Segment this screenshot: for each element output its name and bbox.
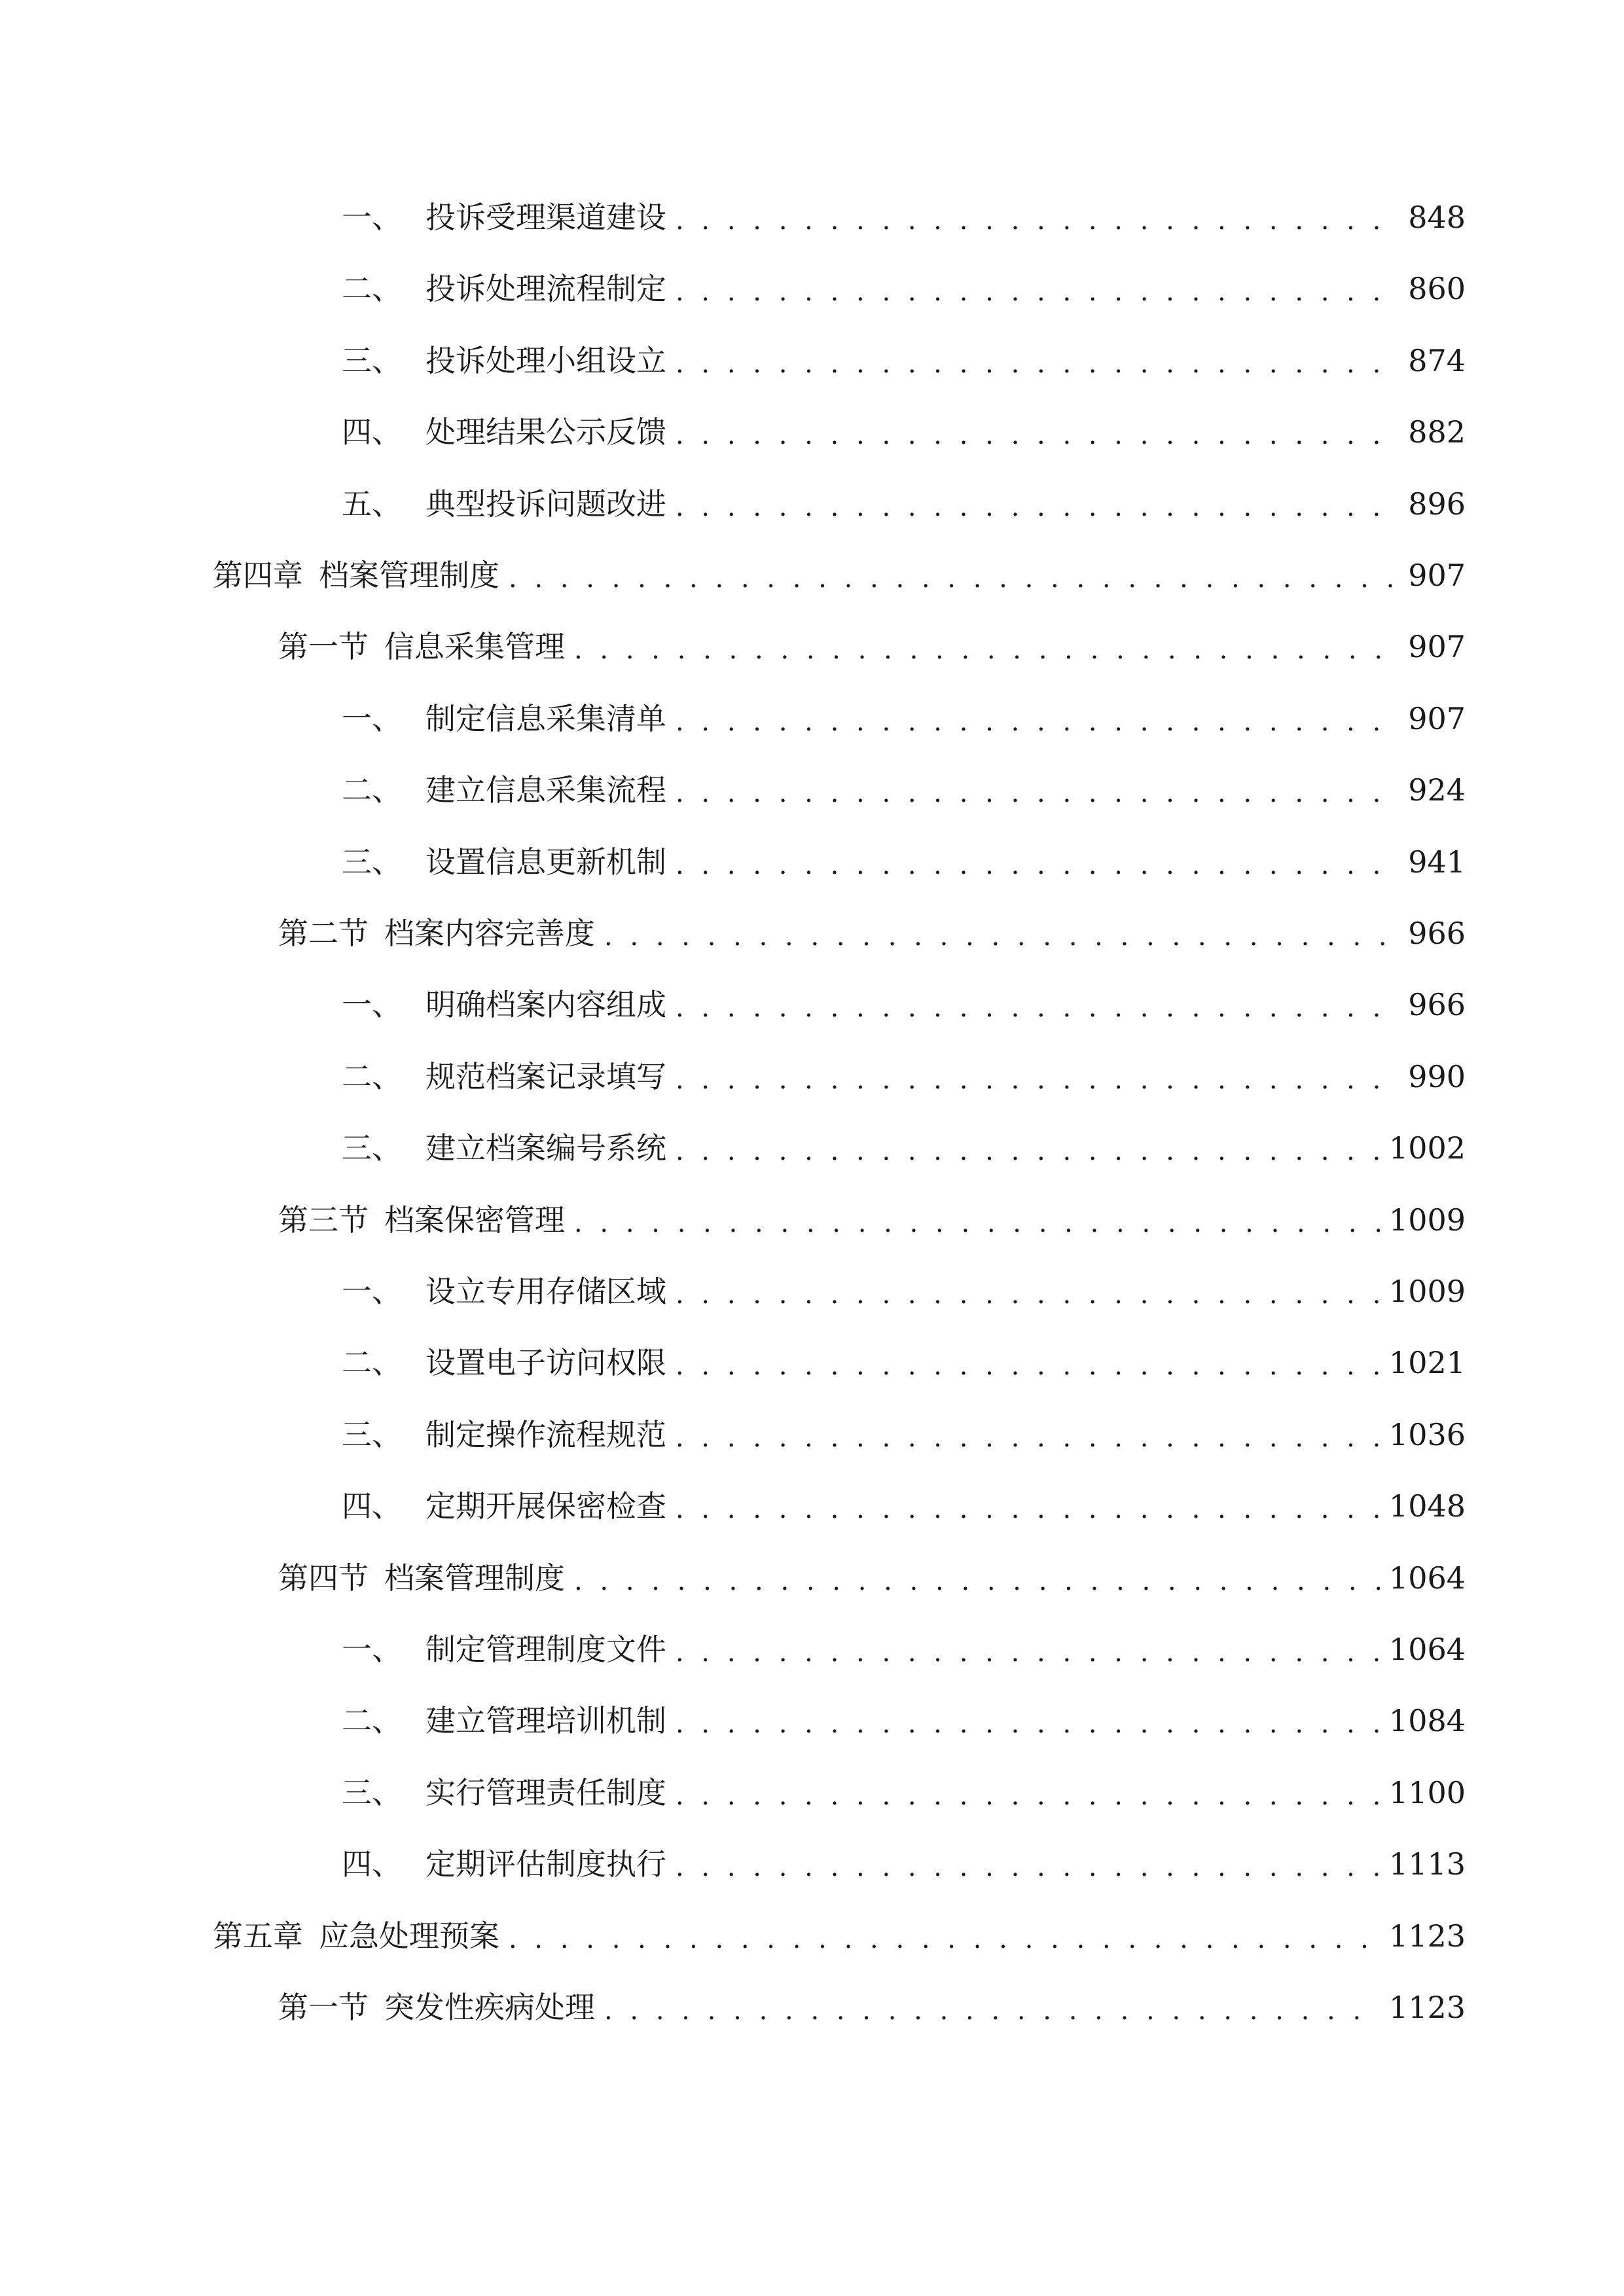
toc-entry-label bbox=[342, 1268, 666, 1314]
dot-leader bbox=[676, 1626, 1380, 1672]
dot-leader bbox=[676, 1698, 1380, 1744]
toc-entry-page-number: 1084 bbox=[1388, 1703, 1466, 1738]
dot-leader bbox=[604, 1984, 1380, 2030]
dot-leader bbox=[604, 910, 1399, 956]
toc-entry-title: 档案保密管理 bbox=[384, 1202, 565, 1238]
toc-section-entry bbox=[278, 1555, 1466, 1601]
toc-entry-number: 二、 bbox=[342, 1703, 402, 1738]
toc-item-entry bbox=[342, 1698, 1466, 1744]
toc-entry-number: 三、 bbox=[342, 1417, 402, 1452]
toc-entry-title: 设置电子访问权限 bbox=[425, 1345, 666, 1380]
toc-entry-number: 第二节 bbox=[278, 916, 369, 951]
toc-item-entry bbox=[342, 194, 1466, 240]
dot-leader bbox=[676, 481, 1399, 527]
toc-entry-label bbox=[278, 910, 595, 956]
toc-entry-number: 第四章 bbox=[213, 558, 303, 593]
dot-leader bbox=[676, 1268, 1380, 1314]
dot-leader bbox=[676, 767, 1399, 813]
toc-entry-label bbox=[342, 767, 666, 813]
toc-item-entry bbox=[342, 1340, 1466, 1386]
toc-entry-label bbox=[342, 839, 666, 885]
toc-entry-page-number: 896 bbox=[1408, 486, 1466, 522]
toc-entry-label bbox=[342, 1841, 666, 1887]
dot-leader bbox=[676, 338, 1399, 384]
toc-entry-number: 一、 bbox=[342, 1632, 402, 1667]
dot-leader bbox=[509, 1913, 1380, 1959]
toc-entry-page-number: 882 bbox=[1408, 414, 1466, 450]
toc-entry-title: 建立管理培训机制 bbox=[425, 1703, 666, 1738]
toc-entry-number: 二、 bbox=[342, 1345, 402, 1380]
toc-entry-number: 二、 bbox=[342, 1059, 402, 1094]
toc-entry-number: 四、 bbox=[342, 1846, 402, 1882]
toc-entry-title: 制定操作流程规范 bbox=[425, 1417, 666, 1452]
dot-leader bbox=[676, 982, 1399, 1028]
toc-item-entry bbox=[342, 1483, 1466, 1529]
toc-entry-label bbox=[278, 1197, 565, 1243]
toc-entry-page-number: 1009 bbox=[1388, 1202, 1466, 1238]
toc-entry-number: 第一节 bbox=[278, 629, 369, 664]
toc-chapter-entry bbox=[213, 1913, 1466, 1959]
toc-entry-number: 第三节 bbox=[278, 1202, 369, 1238]
toc-entry-page-number: 1113 bbox=[1388, 1846, 1466, 1882]
toc-entry-number: 第四节 bbox=[278, 1560, 369, 1596]
toc-item-entry bbox=[342, 1841, 1466, 1887]
dot-leader bbox=[676, 839, 1399, 885]
dot-leader bbox=[676, 696, 1399, 742]
toc-entry-label bbox=[342, 696, 666, 742]
toc-entry-title: 实行管理责任制度 bbox=[425, 1775, 666, 1810]
toc-entry-number: 三、 bbox=[342, 844, 402, 880]
toc-entry-number: 一、 bbox=[342, 1274, 402, 1309]
toc-entry-label bbox=[342, 194, 666, 240]
toc-entry-title: 设立专用存储区域 bbox=[425, 1274, 666, 1309]
toc-entry-page-number: 1036 bbox=[1388, 1417, 1466, 1452]
toc-entry-title: 定期评估制度执行 bbox=[425, 1846, 666, 1882]
toc-entry-title: 信息采集管理 bbox=[384, 629, 565, 664]
toc-section-entry bbox=[278, 1197, 1466, 1243]
dot-leader bbox=[574, 1555, 1380, 1601]
toc-entry-label bbox=[342, 1698, 666, 1744]
dot-leader bbox=[676, 266, 1399, 312]
toc-entry-page-number: 907 bbox=[1408, 629, 1466, 664]
toc-entry-page-number: 1002 bbox=[1388, 1130, 1466, 1166]
toc-entry-page-number: 1064 bbox=[1388, 1560, 1466, 1596]
toc-entry-label bbox=[213, 552, 499, 598]
toc-item-entry bbox=[342, 1626, 1466, 1672]
dot-leader bbox=[676, 1483, 1380, 1529]
toc-entry-page-number: 1021 bbox=[1388, 1345, 1466, 1380]
toc-entry-number: 第一节 bbox=[278, 1990, 369, 2025]
toc-entry-title: 建立信息采集流程 bbox=[425, 772, 666, 808]
toc-entry-page-number: 1123 bbox=[1388, 1990, 1466, 2025]
toc-entry-label bbox=[342, 1054, 666, 1100]
toc-entry-label bbox=[342, 1125, 666, 1171]
toc-entry-number: 三、 bbox=[342, 343, 402, 378]
toc-entry-page-number: 1100 bbox=[1388, 1775, 1466, 1810]
toc-item-entry bbox=[342, 839, 1466, 885]
toc-entry-label bbox=[342, 1770, 666, 1816]
toc-entry-label bbox=[278, 1984, 595, 2030]
toc-entry-label bbox=[213, 1913, 499, 1959]
toc-item-entry bbox=[342, 338, 1466, 384]
toc-item-entry bbox=[342, 982, 1466, 1028]
toc-entry-title: 定期开展保密检查 bbox=[425, 1488, 666, 1524]
toc-entry-title: 投诉受理渠道建设 bbox=[425, 200, 666, 235]
toc-entry-label bbox=[342, 266, 666, 312]
toc-entry-title: 典型投诉问题改进 bbox=[425, 486, 666, 522]
toc-chapter-entry bbox=[213, 552, 1466, 598]
toc-entry-number: 一、 bbox=[342, 987, 402, 1022]
toc-entry-title: 规范档案记录填写 bbox=[425, 1059, 666, 1094]
toc-entry-label bbox=[342, 409, 666, 455]
dot-leader bbox=[574, 624, 1399, 670]
toc-entry-number: 一、 bbox=[342, 701, 402, 736]
toc-entry-page-number: 990 bbox=[1408, 1059, 1466, 1094]
toc-section-entry bbox=[278, 1984, 1466, 2030]
toc-item-entry bbox=[342, 1054, 1466, 1100]
toc-entry-number: 一、 bbox=[342, 200, 402, 235]
dot-leader bbox=[676, 1125, 1380, 1171]
toc-entry-title: 档案管理制度 bbox=[384, 1560, 565, 1596]
toc-item-entry bbox=[342, 1268, 1466, 1314]
toc-entry-title: 应急处理预案 bbox=[319, 1918, 499, 1954]
toc-item-entry bbox=[342, 481, 1466, 527]
toc-entry-number: 二、 bbox=[342, 772, 402, 808]
toc-entry-page-number: 924 bbox=[1408, 772, 1466, 808]
toc-entry-title: 档案内容完善度 bbox=[384, 916, 595, 951]
dot-leader bbox=[676, 1841, 1380, 1887]
toc-entry-label bbox=[342, 481, 666, 527]
toc-entry-title: 投诉处理流程制定 bbox=[425, 271, 666, 306]
toc-section-entry bbox=[278, 910, 1466, 956]
toc-entry-label bbox=[342, 982, 666, 1028]
toc-entry-label bbox=[342, 1340, 666, 1386]
toc-entry-label bbox=[342, 1483, 666, 1529]
toc-entry-page-number: 1009 bbox=[1388, 1274, 1466, 1309]
toc-entry-title: 明确档案内容组成 bbox=[425, 987, 666, 1022]
toc-entry-label bbox=[342, 1412, 666, 1458]
toc-entry-page-number: 966 bbox=[1408, 987, 1466, 1022]
toc-entry-number: 四、 bbox=[342, 1488, 402, 1524]
toc-entry-label bbox=[278, 624, 565, 670]
toc-entry-number: 第五章 bbox=[213, 1918, 303, 1954]
toc-entry-label bbox=[342, 1626, 666, 1672]
toc-entry-number: 四、 bbox=[342, 414, 402, 450]
dot-leader bbox=[509, 552, 1399, 598]
dot-leader bbox=[676, 194, 1399, 240]
toc-entry-label bbox=[278, 1555, 565, 1601]
toc-section-entry bbox=[278, 624, 1466, 670]
toc-entry-page-number: 941 bbox=[1408, 844, 1466, 880]
dot-leader bbox=[676, 1340, 1380, 1386]
toc-item-entry bbox=[342, 767, 1466, 813]
toc-item-entry bbox=[342, 266, 1466, 312]
toc-entry-title: 档案管理制度 bbox=[319, 558, 499, 593]
toc-entry-page-number: 907 bbox=[1408, 558, 1466, 593]
toc-item-entry bbox=[342, 1412, 1466, 1458]
toc-entry-title: 建立档案编号系统 bbox=[425, 1130, 666, 1166]
toc-entry-number: 三、 bbox=[342, 1130, 402, 1166]
toc-item-entry bbox=[342, 1125, 1466, 1171]
dot-leader bbox=[574, 1197, 1380, 1243]
toc-entry-page-number: 907 bbox=[1408, 701, 1466, 736]
toc-entry-page-number: 1064 bbox=[1388, 1632, 1466, 1667]
toc-entry-page-number: 966 bbox=[1408, 916, 1466, 951]
toc-item-entry bbox=[342, 409, 1466, 455]
toc-entry-title: 设置信息更新机制 bbox=[425, 844, 666, 880]
toc-entry-page-number: 860 bbox=[1408, 271, 1466, 306]
dot-leader bbox=[676, 1412, 1380, 1458]
dot-leader bbox=[676, 1770, 1380, 1816]
toc-entry-title: 处理结果公示反馈 bbox=[425, 414, 666, 450]
dot-leader bbox=[676, 1054, 1399, 1100]
dot-leader bbox=[676, 409, 1399, 455]
toc-entry-page-number: 874 bbox=[1408, 343, 1466, 378]
toc-entry-title: 突发性疾病处理 bbox=[384, 1990, 595, 2025]
toc-item-entry bbox=[342, 1770, 1466, 1816]
toc-entry-title: 制定信息采集清单 bbox=[425, 701, 666, 736]
toc-item-entry bbox=[342, 696, 1466, 742]
toc-entry-number: 三、 bbox=[342, 1775, 402, 1810]
toc-entry-label bbox=[342, 338, 666, 384]
toc-entry-page-number: 848 bbox=[1408, 200, 1466, 235]
toc-entry-page-number: 1123 bbox=[1388, 1918, 1466, 1954]
toc-entry-number: 五、 bbox=[342, 486, 402, 522]
toc-entry-number: 二、 bbox=[342, 271, 402, 306]
toc-entry-title: 制定管理制度文件 bbox=[425, 1632, 666, 1667]
toc-entry-title: 投诉处理小组设立 bbox=[425, 343, 666, 378]
toc-entry-page-number: 1048 bbox=[1388, 1488, 1466, 1524]
